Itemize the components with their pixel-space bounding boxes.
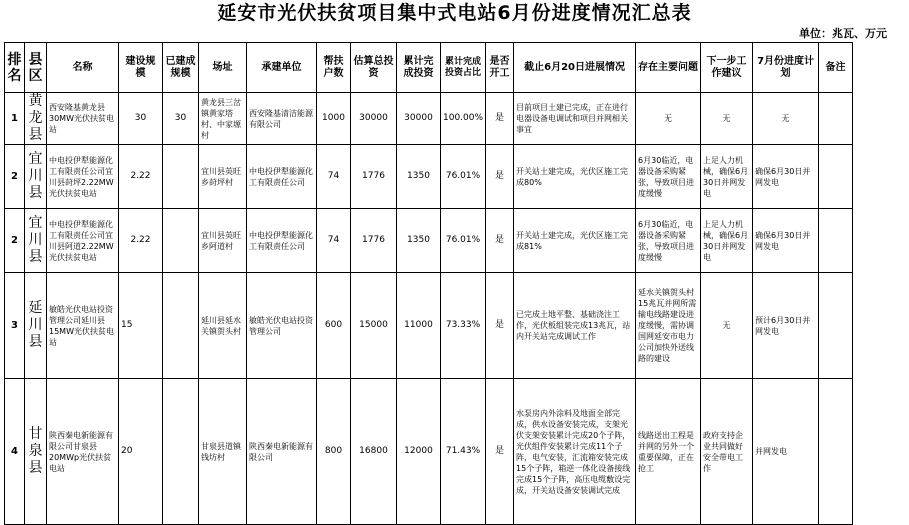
cell-built xyxy=(163,273,199,379)
table-row xyxy=(5,93,853,145)
cell-households: 74 xyxy=(317,145,351,209)
cell-households: 74 xyxy=(317,209,351,273)
cell-ratio: 76.01% xyxy=(441,209,486,273)
cell-rank: 4 xyxy=(5,379,25,525)
cell-ratio: 76.01% xyxy=(441,145,486,209)
cell-done-invest: 1350 xyxy=(397,209,441,273)
cell-rank: 3 xyxy=(5,273,25,379)
cell-est-invest: 15000 xyxy=(351,273,397,379)
header-problems: 存在主要问题 xyxy=(636,43,701,93)
cell-households: 600 xyxy=(317,273,351,379)
header-suggestion: 下一步工作建议 xyxy=(701,43,753,93)
cell-name: 西安隆基黄龙县30MW光伏扶贫电站 xyxy=(47,93,119,145)
cell-est-invest: 16800 xyxy=(351,379,397,525)
cell-problems: 线路送出工程是并网的另外一个重要保障，正在抢工 xyxy=(636,379,701,525)
cell-name: 陕西秦电新能源有限公司甘泉县20MWp光伏扶贫电站 xyxy=(47,379,119,525)
cell-started: 是 xyxy=(486,93,514,145)
cell-suggestion: 上足人力机械，确保6月30日并网发电 xyxy=(701,145,753,209)
header-est-invest: 估算总投资 xyxy=(351,43,397,93)
cell-builder: 敏皓光伏电站投资管理公司 xyxy=(247,273,317,379)
cell-scale: 30 xyxy=(119,93,163,145)
cell-problems: 6月30临近，电器设备采购紧张，导致项目进度缓慢 xyxy=(636,145,701,209)
cell-scale: 2.22 xyxy=(119,145,163,209)
cell-rank: 2 xyxy=(5,209,25,273)
cell-started: 是 xyxy=(486,379,514,525)
cell-done-invest: 30000 xyxy=(397,93,441,145)
cell-built: 30 xyxy=(163,93,199,145)
header-scale: 建设规模 xyxy=(119,43,163,93)
cell-problems: 延水关镇贺头村15兆瓦并网所需输电线路建设进度缓慢，需协调国网延安市电力公司加快外送线路的建设 xyxy=(636,273,701,379)
cell-note xyxy=(819,93,853,145)
cell-progress: 水泵房内外涂料及地面全部完成，供水设备安装完成，支架光伏支架安装累计完成20个子阵，光伏组件安装累计完成11个子阵，电气安装，汇流箱安装完成15个子阵，箱逆一体化设备接线完成15个子阵，高压电缆敷设完成，开关站设备安装调试完成 xyxy=(514,379,636,525)
header-progress: 截止6月20日进展情况 xyxy=(514,43,636,93)
cell-est-invest: 1776 xyxy=(351,209,397,273)
cell-note xyxy=(819,379,853,525)
header-row xyxy=(5,43,853,93)
cell-est-invest: 30000 xyxy=(351,93,397,145)
cell-progress: 开关站土建完成，光伏区施工完成81% xyxy=(514,209,636,273)
header-done-invest: 累计完成投资 xyxy=(397,43,441,93)
cell-scale: 15 xyxy=(119,273,163,379)
cell-built xyxy=(163,145,199,209)
cell-builder: 陕西秦电新能源有限公司 xyxy=(247,379,317,525)
cell-county: 延川县 xyxy=(25,273,47,379)
cell-builder: 中电投伊犁能源化工有限责任公司 xyxy=(247,145,317,209)
cell-plan: 预计6月30日并网发电 xyxy=(753,273,819,379)
cell-note xyxy=(819,209,853,273)
cell-progress: 目前项目土建已完成，正在进行电器设备电调试和项目并网相关事宜 xyxy=(514,93,636,145)
header-plan: 7月份进度计划 xyxy=(753,43,819,93)
cell-households: 1000 xyxy=(317,93,351,145)
cell-done-invest: 12000 xyxy=(397,379,441,525)
cell-plan: 并网发电 xyxy=(753,379,819,525)
cell-rank: 2 xyxy=(5,145,25,209)
cell-suggestion: 无 xyxy=(701,93,753,145)
header-county: 县区 xyxy=(25,43,47,93)
cell-scale: 2.22 xyxy=(119,209,163,273)
cell-started: 是 xyxy=(486,145,514,209)
cell-note xyxy=(819,145,853,209)
header-households: 帮扶户数 xyxy=(317,43,351,93)
header-name: 名称 xyxy=(47,43,119,93)
cell-started: 是 xyxy=(486,209,514,273)
cell-builder: 中电投伊犁能源化工有限责任公司 xyxy=(247,209,317,273)
header-ratio: 累计完成投资占比 xyxy=(441,43,486,93)
header-started: 是否开工 xyxy=(486,43,514,93)
table-row xyxy=(5,145,853,209)
cell-plan: 无 xyxy=(753,93,819,145)
cell-problems: 无 xyxy=(636,93,701,145)
header-note: 备注 xyxy=(819,43,853,93)
cell-est-invest: 1776 xyxy=(351,145,397,209)
cell-built xyxy=(163,209,199,273)
header-site: 场址 xyxy=(199,43,247,93)
table-row xyxy=(5,379,853,525)
cell-ratio: 100.00% xyxy=(441,93,486,145)
table-row xyxy=(5,273,853,379)
cell-plan: 确保6月30日并网发电 xyxy=(753,145,819,209)
report-title: 延安市光伏扶贫项目集中式电站6月份进度情况汇总表 xyxy=(217,2,692,24)
header-builder: 承建单位 xyxy=(247,43,317,93)
cell-suggestion: 无 xyxy=(701,273,753,379)
cell-builder: 西安隆基清洁能源有限公司 xyxy=(247,93,317,145)
cell-suggestion: 上足人力机械，确保6月30日并网发电 xyxy=(701,209,753,273)
cell-county: 黄龙县 xyxy=(25,93,47,145)
cell-done-invest: 11000 xyxy=(397,273,441,379)
cell-scale: 20 xyxy=(119,379,163,525)
cell-problems: 6月30临近，电器设备采购紧张，导致项目进度缓慢 xyxy=(636,209,701,273)
cell-site: 甘泉县道镇钱坊村 xyxy=(199,379,247,525)
header-rank: 排名 xyxy=(5,43,25,93)
cell-name: 中电投伊犁能源化工有限责任公司宜川县阿道2.22MW光伏扶贫电站 xyxy=(47,209,119,273)
cell-site: 黄龙县三岔镇黄家塔村、中家塬村 xyxy=(199,93,247,145)
cell-suggestion: 政府支持企业共同做好安全带电工作 xyxy=(701,379,753,525)
cell-plan: 确保6月30日并网发电 xyxy=(753,209,819,273)
cell-note xyxy=(819,273,853,379)
cell-progress: 开关站土建完成，光伏区施工完成80% xyxy=(514,145,636,209)
cell-started: 是 xyxy=(486,273,514,379)
cell-site: 宜川县英旺乡莳坪村 xyxy=(199,145,247,209)
cell-progress: 已完成土地平整、基础浇注工作，光伏板组装完成13兆瓦，站内开关站完成调试工作 xyxy=(514,273,636,379)
cell-ratio: 71.43% xyxy=(441,379,486,525)
table-row xyxy=(5,209,853,273)
cell-rank: 1 xyxy=(5,93,25,145)
cell-site: 延川县延水关镇贺头村 xyxy=(199,273,247,379)
cell-site: 宜川县英旺乡阿道村 xyxy=(199,209,247,273)
header-built: 已建成规模 xyxy=(163,43,199,93)
cell-county: 甘泉县 xyxy=(25,379,47,525)
cell-name: 敏皓光伏电站投资管理公司延川县15MW光伏扶贫电站 xyxy=(47,273,119,379)
cell-built xyxy=(163,379,199,525)
cell-ratio: 73.33% xyxy=(441,273,486,379)
progress-table xyxy=(4,42,853,525)
cell-households: 800 xyxy=(317,379,351,525)
cell-name: 中电投伊犁能源化工有限责任公司宜川县莳坪2.22MW光伏扶贫电站 xyxy=(47,145,119,209)
cell-county: 宜川县 xyxy=(25,145,47,209)
cell-done-invest: 1350 xyxy=(397,145,441,209)
unit-label: 单位：兆瓦、万元 xyxy=(799,27,887,40)
cell-county: 宜川县 xyxy=(25,209,47,273)
